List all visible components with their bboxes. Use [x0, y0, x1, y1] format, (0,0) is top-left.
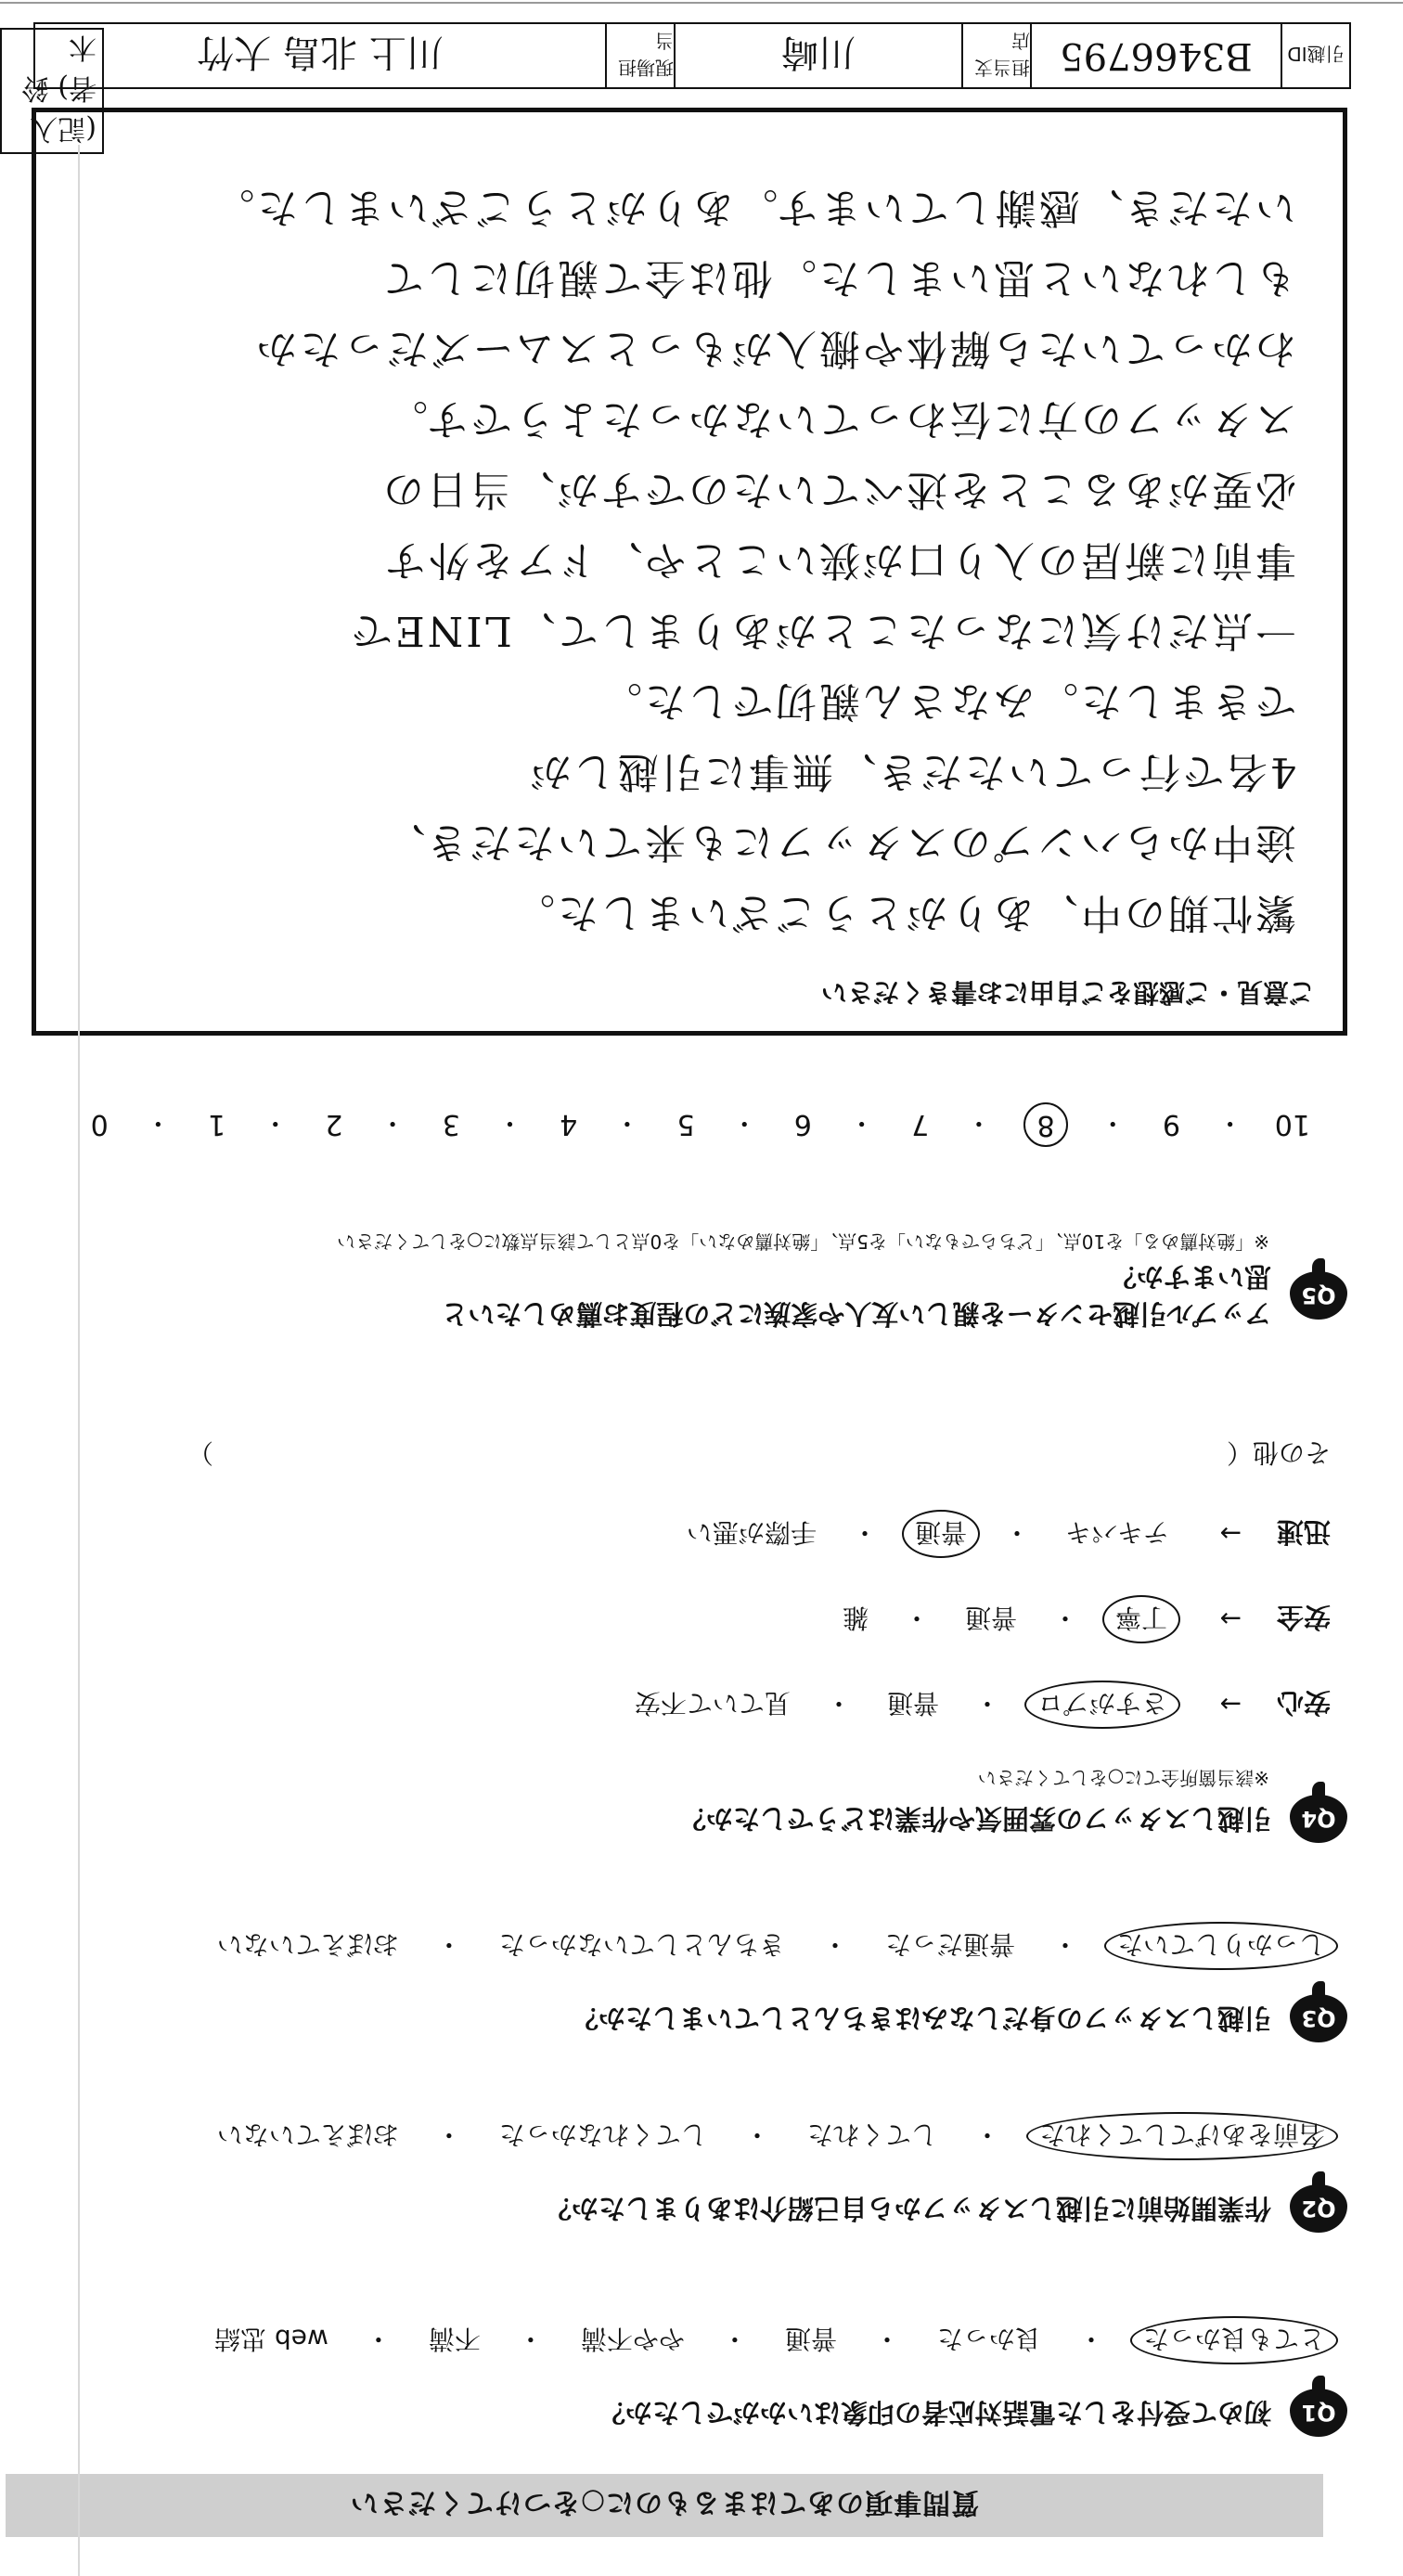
q1-option-normal[interactable]: 普通 [784, 2324, 837, 2354]
leader-label: 現場担当 [605, 24, 674, 87]
q5-note: ※「絶対薦める」を10点、「どちらでもない」を5点、「絶対薦めない」を0点として該当点数に○をしてください [337, 1230, 1269, 1253]
q4-note: ※該当箇所全てに○をしてください [977, 1767, 1269, 1789]
comment-line: いただき、感謝しています。ありがとうございました。 [211, 184, 1296, 231]
branch-value: 川崎 [674, 24, 961, 87]
q1-option-slightly-unsatisfied[interactable]: やや不満 [580, 2324, 685, 2354]
office-use-table [33, 22, 1351, 89]
q3-option-dont-remember[interactable]: おぼえていない [216, 1929, 399, 1960]
q4-text: 引越しスタッフの雰囲気や作業はどうでしたか？ [678, 1803, 1271, 1835]
q4-badge: Q4 [1290, 1795, 1347, 1843]
q1-options: とても良かった ・ 良かった ・ 普通 ・ やや不満 ・ 不満 ・ web 忠結 [48, 2316, 1338, 2364]
scale-8-selected[interactable]: 8 [1023, 1102, 1068, 1147]
q5-text: アップル引越センターを親しい友人や家族にどの程度お薦めしたいと思いますか？ [441, 1261, 1271, 1330]
q2-options: 名前をあげてしてくれた ・ してくれた ・ してくれなかった ・ おぼえていない [48, 2112, 1338, 2160]
question-4 [48, 1436, 1347, 1843]
q3-options: しっかりしていた ・ 普通だった ・ きちんとしていなかった ・ おぼえていない [48, 1922, 1338, 1970]
q4-row-label: 安全 [1276, 1602, 1331, 1634]
q4-row-label: 安心 [1276, 1687, 1331, 1719]
recommend-scale: 10 ・ 9 ・ 8 ・ 7 ・ 6 ・ 5 ・ 4 ・ 3 ・ 2 ・ 1 ・ 0 [85, 1102, 1310, 1147]
q1-text: 初めて受付をした電話対応者の印象はいかがでしたか？ [598, 2397, 1271, 2428]
scan-edge [78, 145, 80, 2576]
q3-badge: Q3 [1290, 1994, 1347, 2042]
q4-row-safety: 安全 → 丁寧 ・ 普通 ・ 雑 [48, 1595, 1331, 1643]
scale-0[interactable]: 0 [90, 1108, 109, 1141]
comment-line: 繁忙期の中、ありがとうございました。 [511, 889, 1296, 936]
q3-text: 引越しスタッフの身だしなみはきちんとしていましたか？ [571, 2003, 1271, 2034]
handwritten-comment [90, 172, 1296, 947]
comment-line: 必要があることを述べていたのですが、当日の [380, 466, 1296, 513]
q2-badge: Q2 [1290, 2184, 1347, 2233]
q2-text: 作業開始前に引越しスタッフから自己紹介はありましたか？ [544, 2193, 1271, 2224]
q4-safety-careful[interactable]: 丁寧 [1102, 1595, 1180, 1643]
comment-line: できました。みなさん親切でした。 [599, 677, 1296, 725]
q4-row-other [48, 1436, 1331, 1473]
q1-badge: Q1 [1290, 2389, 1347, 2437]
scale-9[interactable]: 9 [1162, 1108, 1180, 1141]
comment-line: わかっていたら解体や搬入がもっとスムーズだったか [253, 325, 1296, 372]
q1-option-very-good[interactable]: とても良かった [1130, 2316, 1338, 2364]
scale-5[interactable]: 5 [676, 1108, 695, 1141]
q3-option-not-neat[interactable]: きちんとしていなかった [498, 1929, 785, 1960]
q4-row-reassurance: 安心 → さすがプロ ・ 普通 ・ 見ていて不安 [48, 1681, 1331, 1729]
comment-title: ご意見・ご感想をご自由にお書きください [820, 977, 1315, 1008]
q4-other-close: ） [187, 1437, 213, 1468]
q4-reassurance-worried[interactable]: 見ていて不安 [634, 1688, 791, 1719]
scale-1[interactable]: 1 [208, 1108, 226, 1141]
scale-10[interactable]: 10 [1274, 1108, 1310, 1141]
scan-edge [0, 2, 1403, 4]
comment-line: 4名で行っていただき、無事に引越しが [527, 748, 1296, 795]
q4-reassurance-pro[interactable]: さすがプロ [1024, 1681, 1180, 1729]
q4-speed-clumsy[interactable]: 手際が悪い [686, 1517, 817, 1548]
arrow-icon: → [1219, 1604, 1242, 1635]
q4-row-speed: 迅速 → テキパキ ・ 普通 ・ 手際が悪い [48, 1510, 1331, 1558]
q2-option-dont-remember[interactable]: おぼえていない [216, 2119, 399, 2150]
comment-box[interactable] [32, 108, 1347, 1036]
margin-note: (記入者) 鈴木 [0, 28, 104, 154]
comment-line: 事前に新居の入り口が狭いことや、ドアを外す [382, 536, 1296, 584]
scale-2[interactable]: 2 [325, 1108, 343, 1141]
q3-option-normal[interactable]: 普通だった [884, 1929, 1015, 1960]
q1-option-unsatisfied[interactable]: 不満 [428, 2324, 481, 2354]
q4-speed-brisk[interactable]: テキパキ [1064, 1517, 1169, 1548]
q4-speed-normal[interactable]: 普通 [902, 1510, 980, 1558]
q4-other-label: その他（ [1226, 1437, 1331, 1468]
q1-option-web[interactable]: web 忠結 [214, 2324, 328, 2354]
question-1 [48, 2316, 1347, 2437]
leader-value: 川上 北島 大竹 [197, 31, 444, 74]
q1-option-good[interactable]: 良かった [936, 2324, 1041, 2354]
q4-row-label: 迅速 [1276, 1516, 1331, 1549]
arrow-icon: → [1219, 1689, 1242, 1720]
scale-6[interactable]: 6 [793, 1108, 812, 1141]
arrow-icon: → [1219, 1518, 1242, 1550]
comment-line: もしれないと思いました。他は全て親切にして [380, 254, 1296, 302]
move-id-label: 引越ID [1281, 24, 1349, 87]
q4-reassurance-normal[interactable]: 普通 [886, 1688, 939, 1719]
scale-4[interactable]: 4 [560, 1108, 578, 1141]
scale-3[interactable]: 3 [442, 1108, 460, 1141]
comment-line: スタッフの方に伝わっていなかったようです。 [383, 395, 1296, 443]
move-id-value: B3466795 [1030, 24, 1281, 87]
q3-option-neat[interactable]: しっかりしていた [1104, 1922, 1338, 1970]
q5-badge: Q5 [1290, 1271, 1347, 1320]
question-3 [48, 1922, 1347, 2042]
q2-option-did-not[interactable]: してくれなかった [498, 2119, 707, 2150]
branch-label: 担当支店 [961, 24, 1030, 87]
question-5 [48, 1230, 1347, 1333]
question-2 [48, 2112, 1347, 2233]
q4-safety-normal[interactable]: 普通 [964, 1603, 1017, 1633]
comment-line: 一点だけ気になったことがありまして、LINEで [348, 607, 1296, 654]
q2-option-did[interactable]: してくれた [806, 2119, 937, 2150]
scale-7[interactable]: 7 [911, 1108, 930, 1141]
instructions-banner: 質問事項のあてはまるものに○をつけてください [6, 2474, 1323, 2537]
q4-safety-rough[interactable]: 雑 [842, 1603, 869, 1633]
q2-option-with-name[interactable]: 名前をあげてしてくれた [1026, 2112, 1338, 2160]
comment-line: 途中からハンプのスタッフにも来ていただき、 [381, 818, 1296, 866]
